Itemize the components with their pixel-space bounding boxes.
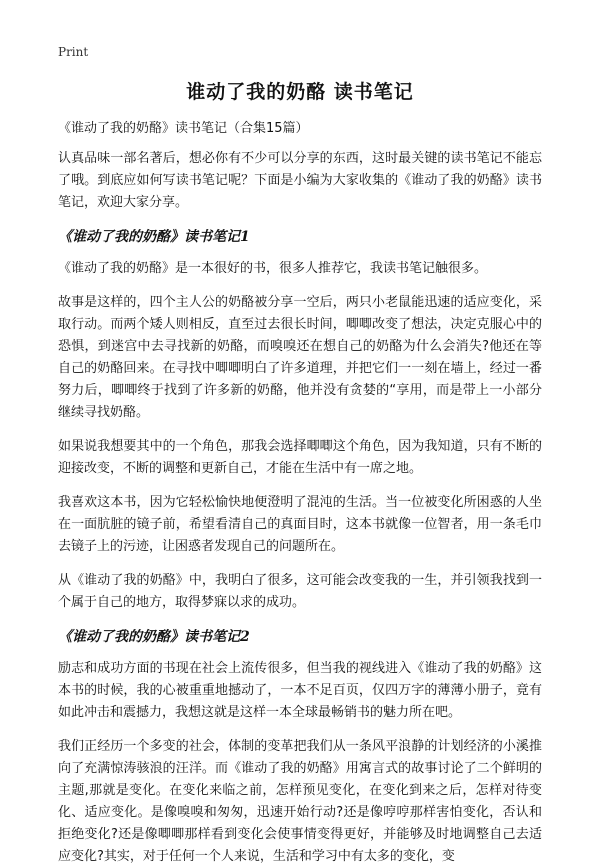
print-label: Print — [58, 45, 89, 59]
section-1-paragraph: 《谁动了我的奶酪》是一本很好的书，很多人推荐它，我读书笔记触很多。 — [58, 261, 488, 276]
document-title: 谁动了我的奶酪 读书笔记 — [186, 81, 414, 103]
section-heading-2: 《谁动了我的奶酪》读书笔记2 — [58, 629, 250, 645]
section-1-paragraph: 我喜欢这本书，因为它轻松愉快地便澄明了混沌的生活。当一位被变化所困惑的人坐在一面肮脏的镜子前，希望看清自己的真面目时，这本书就像一位智者，用一条毛巾去镜子上的污迹，让困惑者发现自己的问题所在。 — [58, 495, 542, 554]
section-1-paragraph: 故事是这样的，四个主人公的奶酪被分享一空后，两只小老鼠能迅速的适应变化，采取行动。而两个矮人则相反，直至过去很长时间，唧唧改变了想法，决定克服心中的恐惧，到迷宫中去寻找新的奶酪，而嗅嗅还在想自己的奶酪为什么会消失?他还在等自己的奶酪回来。在寻找中唧唧明白了许多道理，并把它们一一刻在墙上，经过一番努力后，唧唧终于找到了许多新的奶酪，他并没有贪婪的“享用，而是带上一小部分继续寻找奶酪。 — [58, 295, 542, 420]
intro-paragraph: 认真品味一部名著后，想必你有不少可以分享的东西，这时最关键的读书笔记不能忘了哦。到底应如何写读书笔记呢？下面是小编为大家收集的《谁动了我的奶酪》读书笔记，欢迎大家分享。 — [58, 151, 542, 210]
section-2-paragraph: 励志和成功方面的书现在社会上流传很多，但当我的视线进入《谁动了我的奶酪》这本书的时候，我的心被重重地撼动了，一本不足百页，仅四万字的薄薄小册子，竟有如此冲击和震撼力，我想这就是这样一本全球最畅销书的魅力所在吧。 — [58, 661, 542, 720]
document-subtitle: 《谁动了我的奶酪》读书笔记（合集15篇） — [58, 121, 309, 136]
section-1-paragraph: 从《谁动了我的奶酪》中，我明白了很多，这可能会改变我的一生，并引领我找到一个属于自己的地方，取得梦寐以求的成功。 — [58, 573, 542, 610]
section-1-paragraph: 如果说我想要其中的一个角色，那我会选择唧唧这个角色，因为我知道，只有不断的迎接改变，不断的调整和更新自己，才能在生活中有一席之地。 — [58, 439, 542, 476]
section-2-paragraph: 我们正经历一个多变的社会，体制的变革把我们从一条风平浪静的计划经济的小溪推向了充满惊涛骇浪的汪洋。而《谁动了我的奶酪》用寓言式的故事讨论了二个鲜明的主题,那就是变化。在变化来临之前，怎样预见变化，在变化到来之后，怎样对待变化、适应变化。是像嗅嗅和匆匆，迅速开始行动?还是像哼哼那样害怕变化，否认和拒绝变化?还是像唧唧那样看到变化会使事情变得更好，并能够及时地调整自己去适应变化?其实，对于任何一个人来说，生活和学习中有太多的变化，变 — [58, 739, 542, 864]
section-heading-1: 《谁动了我的奶酪》读书笔记1 — [58, 229, 250, 245]
